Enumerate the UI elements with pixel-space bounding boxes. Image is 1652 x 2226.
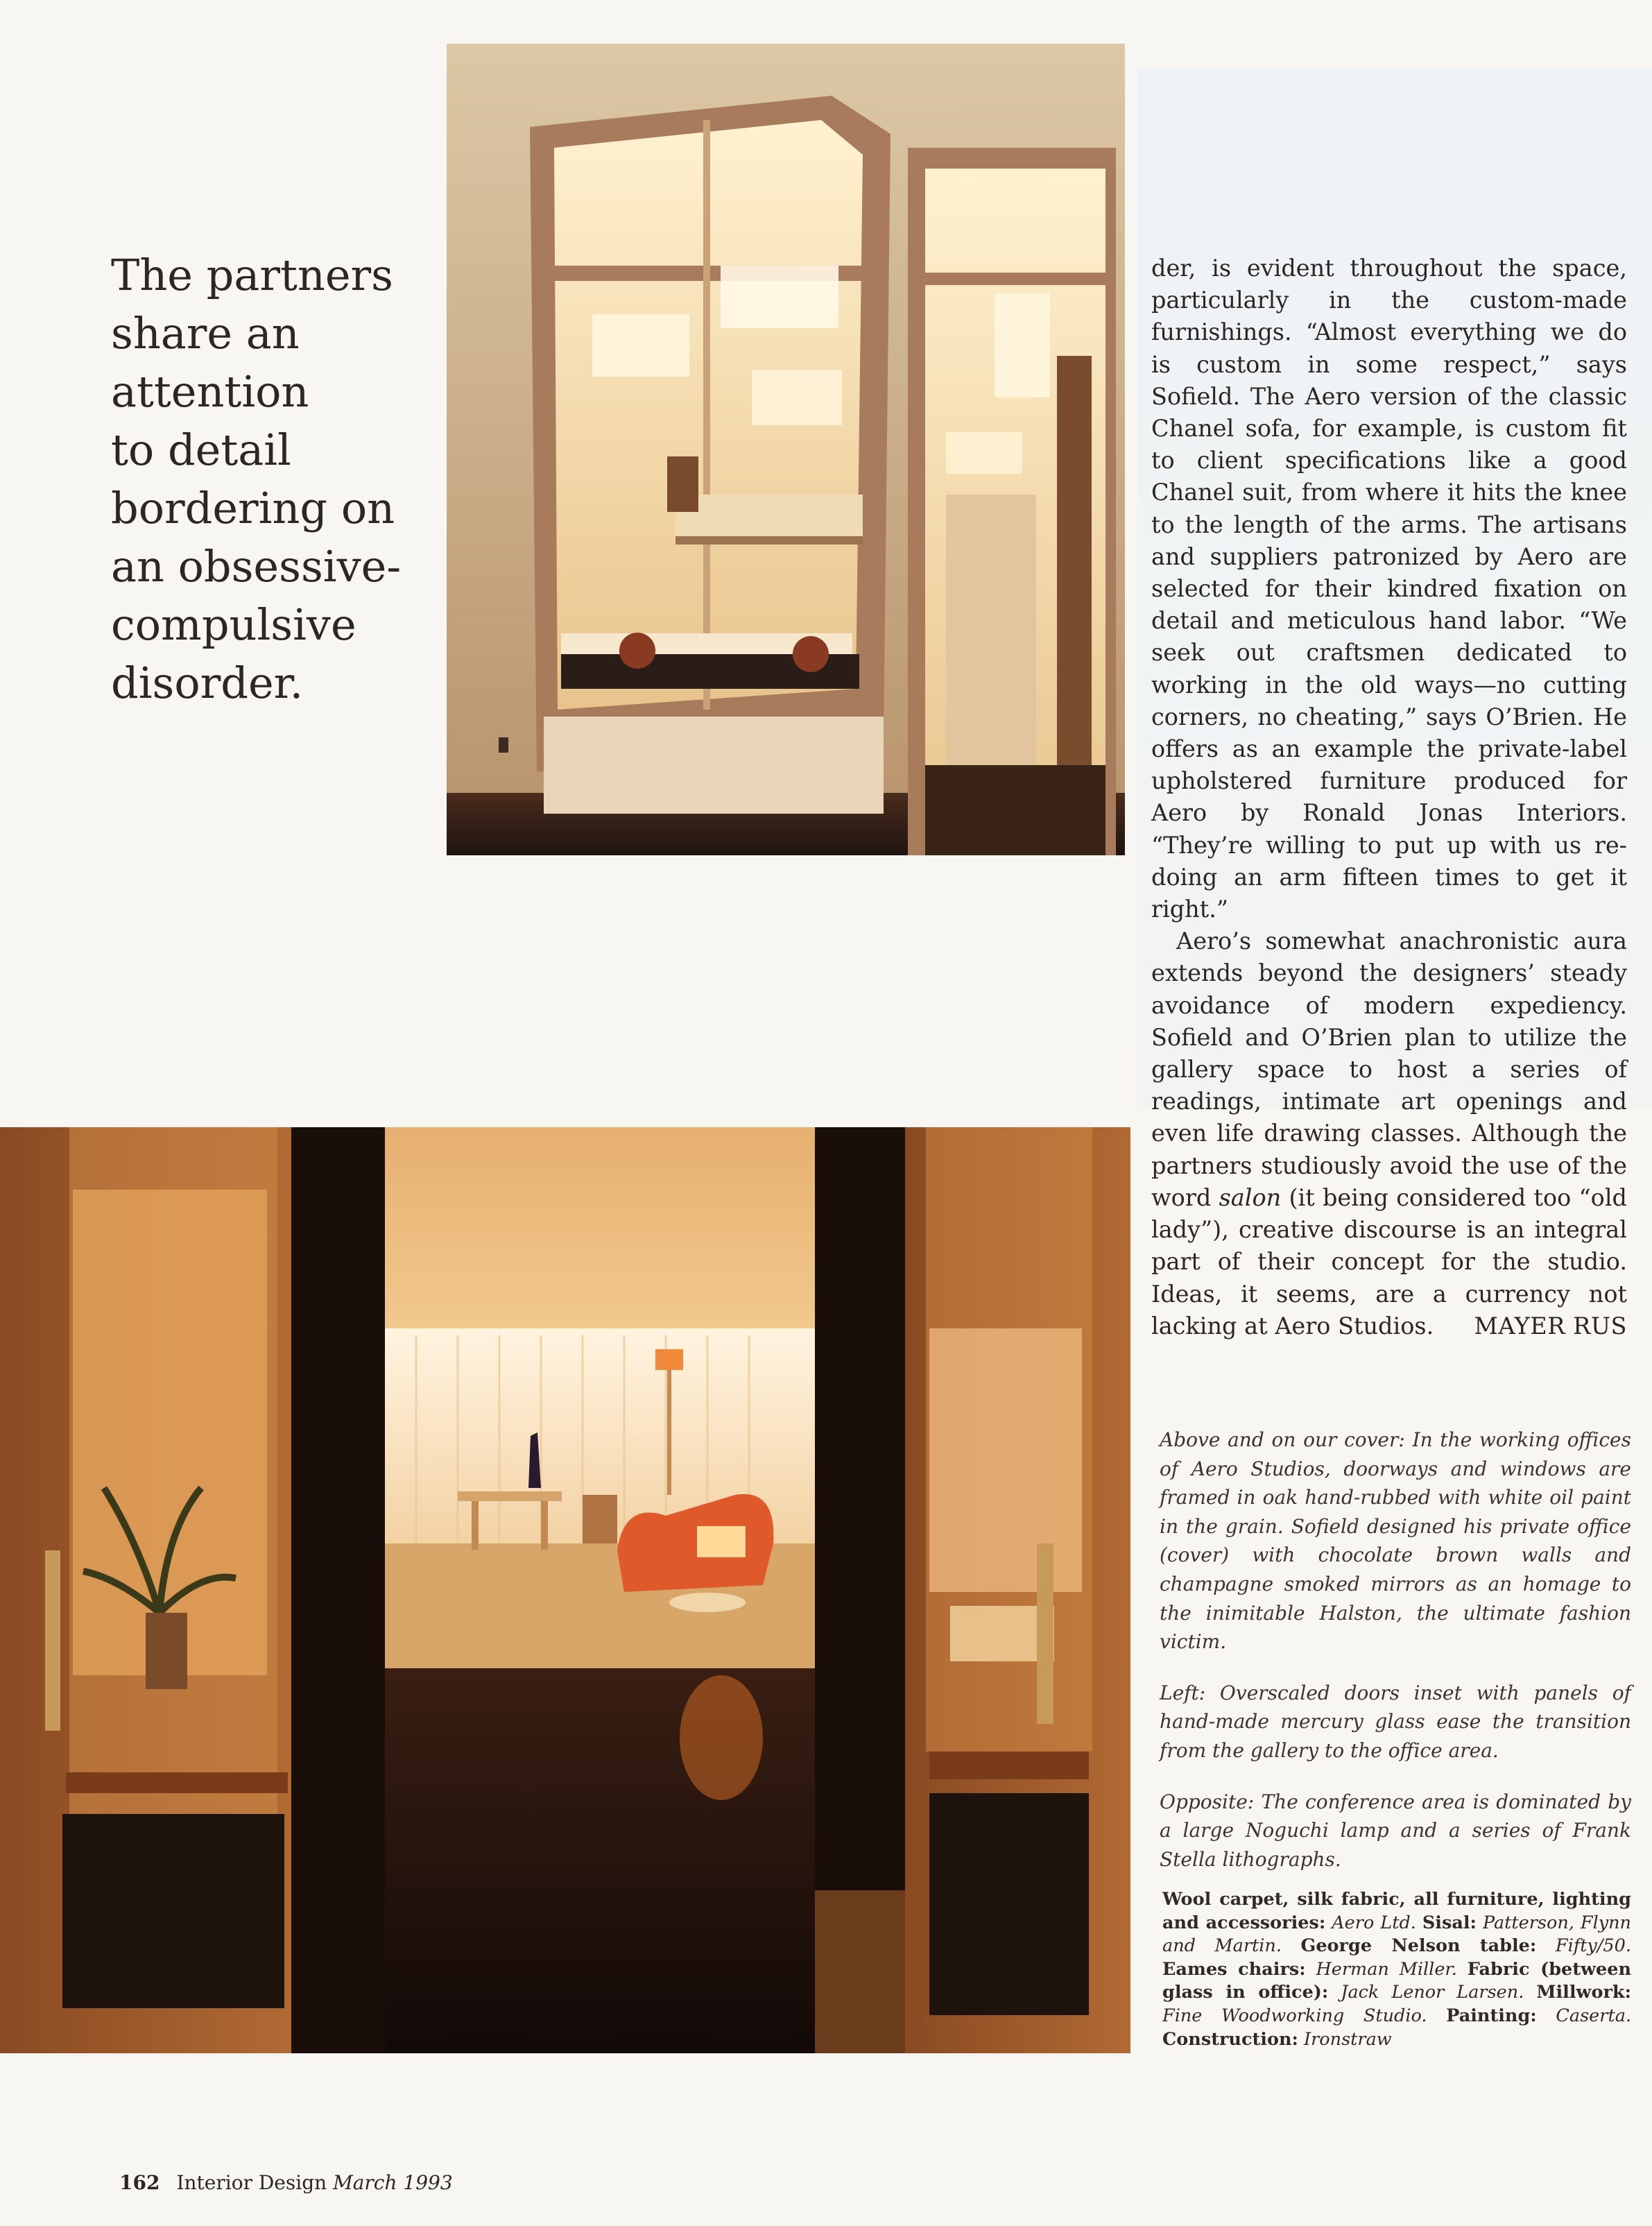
- credit-label: George Nelson table:: [1300, 1935, 1537, 1957]
- credit-value: Jack Lenor Larsen.: [1328, 1982, 1537, 2003]
- pull-quote-line: an obsessive-: [111, 541, 402, 592]
- pull-quote-line: The partners: [111, 250, 393, 300]
- photo-captions: [1160, 1426, 1631, 1896]
- credit-value: Fifty/50.: [1536, 1935, 1631, 1957]
- body-emphasis: salon: [1219, 1183, 1282, 1211]
- credit-value: Ironstraw: [1298, 2028, 1392, 2050]
- sources-credits: [1162, 1888, 1631, 2051]
- pull-quote-line: disorder.: [111, 658, 304, 708]
- credit-value: Fine Woodworking Studio.: [1162, 2005, 1447, 2026]
- office-window-photo: [447, 44, 1125, 855]
- publication-name: Interior Design: [176, 2171, 327, 2194]
- pull-quote-line: to detail: [111, 425, 291, 475]
- credit-value: Herman Miller.: [1305, 1958, 1468, 1980]
- credit-label: Fabric (between glass in office):: [1162, 1958, 1631, 2003]
- pull-quote-line: bordering on: [111, 483, 395, 533]
- article-body: [1151, 252, 1627, 1342]
- caption: Opposite: The conference area is dominated by a large Noguchi lamp and a series of Frank Stella lithographs.: [1160, 1790, 1631, 1871]
- pull-quote-line: share an: [111, 308, 300, 359]
- pull-quote: [111, 246, 437, 712]
- pull-quote-line: attention: [111, 366, 309, 417]
- body-text-run: (it being considered too “old lady”), creative discourse is an integral part of their concept for the studio. Ideas, it seems, are a currency not lacking at Aero Studios.: [1151, 1183, 1628, 1339]
- credit-value: Patterson, Flynn and Martin.: [1162, 1912, 1631, 1957]
- credit-label: Sisal:: [1422, 1912, 1477, 1933]
- issue-date: March 1993: [333, 2171, 453, 2194]
- page-folio: [119, 2171, 453, 2194]
- credit-label: Wool carpet, silk fabric, all furniture, lighting and accessories:: [1162, 1889, 1631, 1933]
- credit-label: Millwork:: [1536, 1982, 1632, 2003]
- caption: Left: Overscaled doors inset with panels of hand-made mercury glass ease the transition from the gallery to the office area.: [1160, 1681, 1631, 1762]
- body-paragraph: der, is evident throughout the space, particularly in the custom-made furnishings. “Almost everything we do is custom in some respect,” says Sofield. The Aero version of the classic Chanel sofa, for example, is custom fit to client specifications like a good Chanel suit, from where it hits the knee to the length of the arms. The artisans and suppliers patronized by Aero are selected for their kindred fixation on detail and meticulous hand labor. “We seek out craftsmen dedicated to working in the old ways—no cutting corners, no cheating,” says O’Brien. He offers as an example the private-label upholstered furniture produced for Aero by Ronald Jonas Interiors. “They’re willing to put up with us re-doing an arm fifteen times to get it right.”: [1151, 255, 1627, 923]
- body-paragraph: [1151, 925, 1627, 1342]
- pull-quote-line: compulsive: [111, 599, 356, 650]
- credit-value: Aero Ltd.: [1325, 1912, 1422, 1933]
- body-text-run: Aero’s somewhat anachronistic aura extends beyond the designers’ steady avoidance of modern expediency. Sofield and O’Brien plan to utilize the gallery space to host a series of readings, intimate art openings and even life drawing classes. Although the partners studiously avoid the use of the word: [1151, 927, 1627, 1211]
- gallery-doors-photo: [0, 1127, 1130, 2053]
- credit-label: Construction:: [1162, 2028, 1298, 2050]
- page-number: 162: [119, 2171, 160, 2194]
- credit-label: Eames chairs:: [1162, 1958, 1306, 1980]
- credit-label: Painting:: [1446, 2005, 1537, 2026]
- caption: Above and on our cover: In the working offices of Aero Studios, doorways and windows are framed in oak hand-rubbed with white oil paint in the grain. Sofield designed his private office (cover) with chocolate brown walls and champagne smoked mirrors as an homage to the inimitable Halston, the ultimate fashion victim.: [1160, 1428, 1631, 1654]
- author-byline: MAYER RUS: [1474, 1312, 1627, 1339]
- credit-value: Caserta.: [1536, 2005, 1631, 2026]
